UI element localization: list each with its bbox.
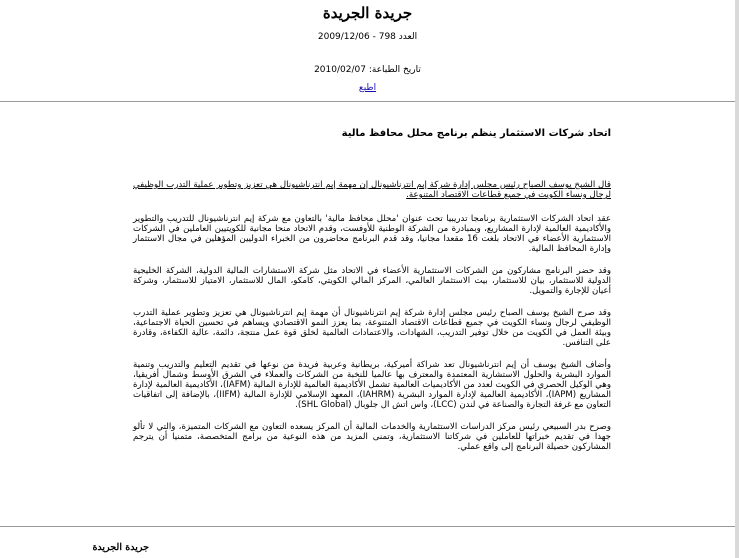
article-paragraph: وصرح بدر السبيعي رئيس مركز الدراسات الاستثمارية والخدمات المالية أن المركز يسعده التعاون مع الشركات المتميزة، والتي لا تألو جهدا في تقديم خبراتها للعاملين في شركاتنا الاستثمارية، وتمنى المزيد من هذه النوعية من برامج المتخصصة، متمنيا أن يترجم المشاركون حصيلة البرنامج إلى واقع عملي. xyxy=(133,422,611,452)
print-link-container xyxy=(0,83,735,93)
print-link[interactable]: اطبع xyxy=(358,83,377,93)
article-paragraph: عقد اتحاد الشركات الاستثمارية برنامجا تدريبيا تحت عنوان 'محلل محافظ مالية' بالتعاون مع شركة إيم انترناشيونال للتدريب والتطوير والأكاديمية العالمية لإدارة المشاريع، وبمبادرة من الشركة الوطنية للأوفست، وقدم الاتحاد منحا مجانية للكويتيين العاملين في الشركات الاستثمارية الأعضاء في الاتحاد بلغت 16 مقعدا مجانيا، وقد قدم البرنامج محاضرون من الخبراء الدوليين المؤهلين في مجال الاستثمار وإدارة المحافظ المالية. xyxy=(133,214,611,254)
article-title: اتحاد شركات الاستثمار ينظم برنامج محلل محافظ مالية xyxy=(341,128,611,139)
article-paragraph: وأضاف الشيخ يوسف أن إيم انترناشيونال تعد شراكة أميركية، بريطانية وعربية فريدة من نوعها في تقديم التعليم والتدريب وتنمية الموارد البشرية والحلول الاستشارية المعتمدة والمعترف بها عالميا للنخبة من الشركات والعملاء في الشرق الأوسط وشمال أفريقيا، وهي الوكيل الحصري في الكويت لعدد من الأكاديميات العالمية تشمل الأكاديمية العالمية للإدارة المالية (IAFM)، الأكاديمية العالمية لإدارة المشاريع (IAPM)، الأكاديمية العالمية لإدارة الموارد البشرية (IAHRM)، المعهد الإسلامي للإدارة المالية (IIFM)، بالإضافة إلى اتفاقيات التعاون مع غرفة التجارة والصناعة في لندن (LCC)، واس اتش ال جلوبال (SHL Global). xyxy=(133,360,611,410)
article-paragraph: وقد صرح الشيخ يوسف الصباح رئيس مجلس إدارة شركة إيم انترناشيونال أن مهمة إيم انترناشيونال هي تعزيز وتطوير عملية التدرب الوظيفي لرجال ونساء الكويت في جميع قطاعات الاقتصاد المتنوعة، بما يعزز النمو الاقتصادي ويساهم في تحسين الحياة الاجتماعية، وبيئة العمل في الكويت من خلال توفير التدريب، الشهادات، والاعتمادات العالمية لخلق قوة عمل منتجة، دائمة، عالية الكفاءة، وقادرة على التنافس. xyxy=(133,308,611,348)
footer-divider xyxy=(0,526,735,527)
window-frame-edge xyxy=(735,0,739,558)
article-lead-paragraph: قال الشيخ يوسف الصباح رئيس مجلس إدارة شركة إيم انترناشيونال إن مهمة إيم انترناشيونال هي تعزيز وتطوير عملية التدرب الوظيفي لرجال ونساء الكويت في جميع قطاعات الاقتصاد المتنوعة. xyxy=(133,180,611,200)
article-body xyxy=(133,180,611,464)
header-divider xyxy=(0,101,735,102)
article-paragraph: وقد حضر البرنامج مشاركون من الشركات الاستثمارية الأعضاء في الاتحاد مثل شركة الاستشارات المالية الدولية، الشركة الخليجية الدولية للاستثمار، بيان للاستثمار، بيت الاستثمار العالمي، المركز المالي الكويتي، كامكو، المال للاستثمار، الامتياز للاستثمار، وشركة أعيان للإجارة والتمويل. xyxy=(133,266,611,296)
newspaper-masthead: جريدة الجريدة xyxy=(322,4,413,22)
print-date: تاريخ الطباعة: 2010/02/07 xyxy=(314,65,421,75)
issue-number-date: العدد 798 - 2009/12/06 xyxy=(317,32,418,42)
footer-newspaper-name: جريدة الجريدة xyxy=(92,542,149,553)
